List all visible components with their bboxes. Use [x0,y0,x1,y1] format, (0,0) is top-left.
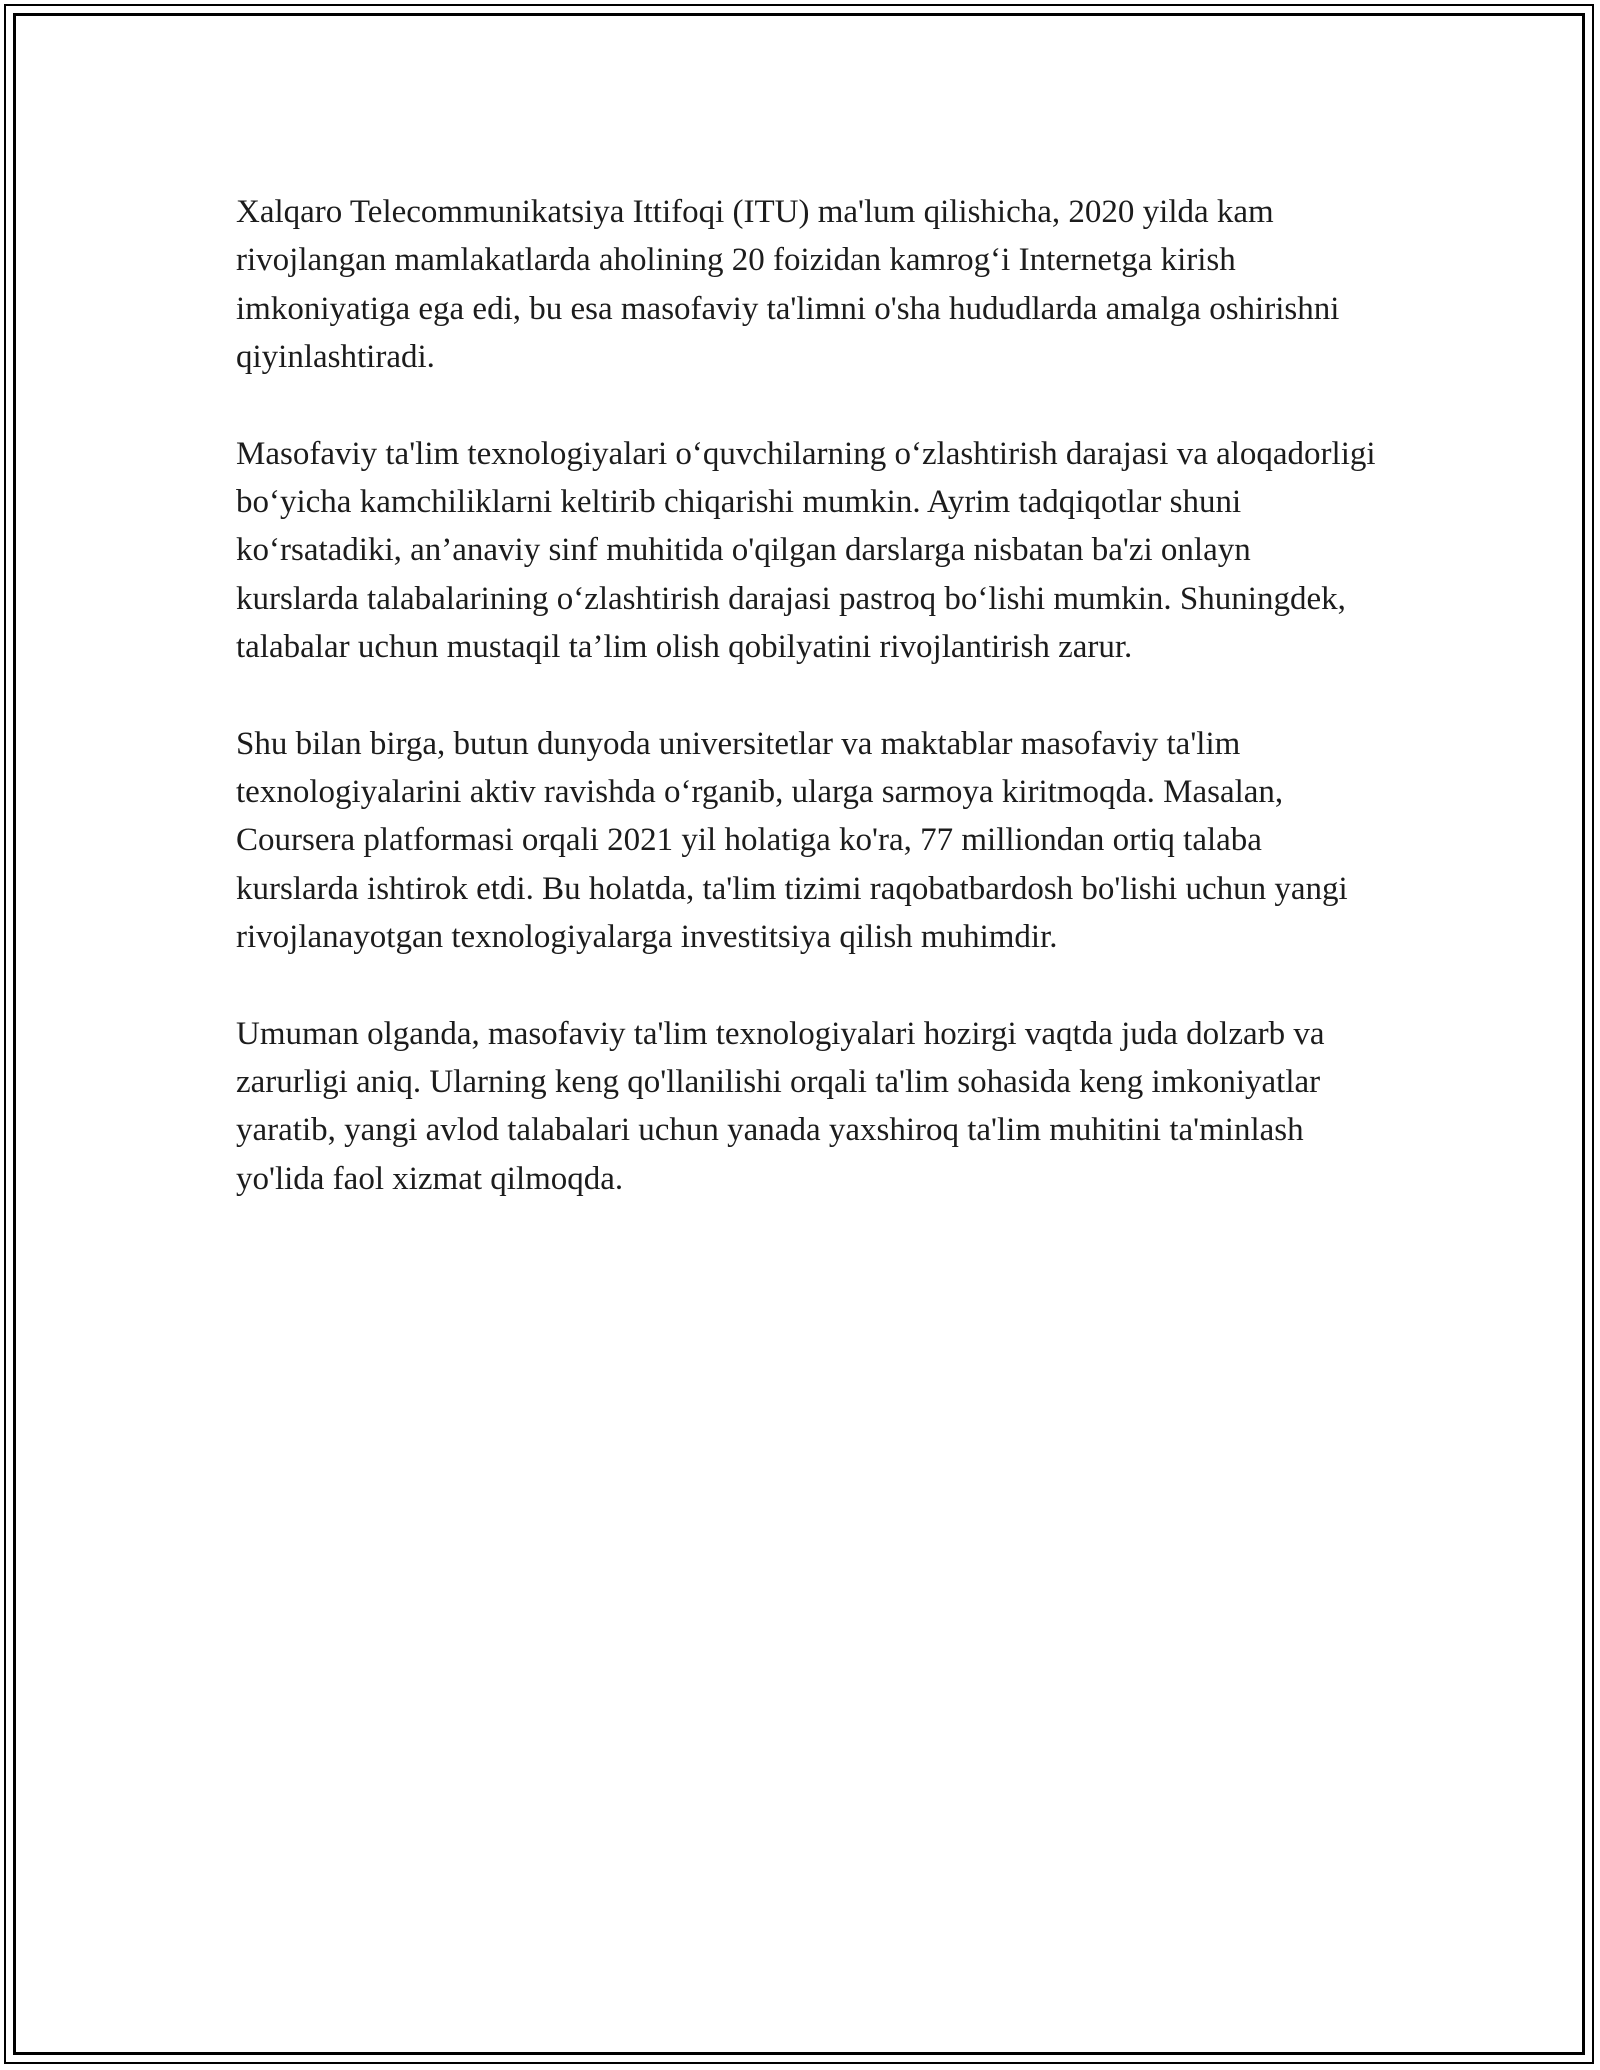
paragraph-itu-internet-access: Xalqaro Telecommunikatsiya Ittifoqi (ITU) ma'lum qilishicha, 2020 yilda kam rivojlangan mamlakatlarda aholining 20 foizidan kamrog‘i Internetga kirish imkoniyatiga ega edi, bu esa masofaviy ta'limni o'sha hududlarda amalga oshirishni qiyinlashtiradi. [236,194,1340,375]
paragraph-conclusion: Umuman olganda, masofaviy ta'lim texnologiyalari hozirgi vaqtda juda dolzarb va zarurligi aniq. Ularning keng qo'llanilishi orqali ta'lim sohasida keng imkoniyatlar yaratib, yangi avlod talabalari uchun yanada yaxshiroq ta'lim muhitini ta'minlash yo'lida faol xizmat qilmoqda. [236,1015,1325,1197]
paragraph-learning-outcomes: Masofaviy ta'lim texnologiyalari o‘quvchilarning o‘zlashtirish darajasi va aloqadorligi bo‘yicha kamchiliklarni keltirib chiqarishi mumkin. Ayrim tadqiqotlar shuni ko‘rsatadiki, an’anaviy sinf muhitida o'qilgan darslarga nisbatan ba'zi onlayn kurslarda talabalarining o‘zlashtirish darajasi pastroq bo‘lishi mumkin. Shuningdek, talabalar uchun mustaqil ta’lim olish qobilyatini rivojlantirish zarur. [236,435,1376,665]
paragraph-investment-coursera: Shu bilan birga, butun dunyoda universitetlar va maktablar masofaviy ta'lim texnologiyalarini aktiv ravishda o‘rganib, ularga sarmoya kiritmoqda. Masalan, Coursera platformasi orqali 2021 yil holatiga ko'ra, 77 milliondan ortiq talaba kurslarda ishtirok etdi. Bu holatda, ta'lim tizimi raqobatbardosh bo'lishi uchun yangi rivojlanayotgan texnologiyalarga investitsiya qilish muhimdir. [236,725,1348,955]
document-body [236,188,1376,1251]
